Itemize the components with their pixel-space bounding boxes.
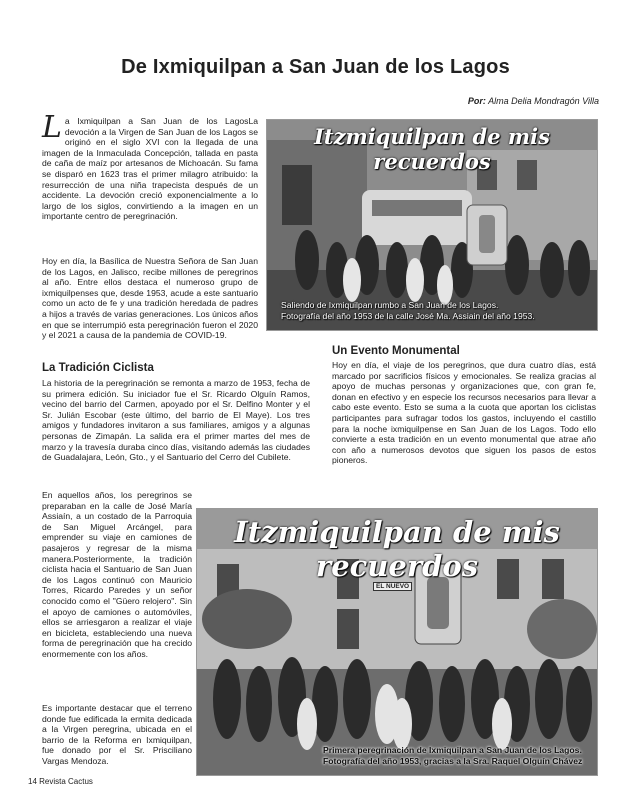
byline-prefix: Por: bbox=[467, 96, 486, 106]
photo-2-sign: EL NUEVO bbox=[373, 582, 412, 591]
photo-2-banner: Itzmiquilpan de mis recuerdos bbox=[234, 515, 560, 583]
photo-1-caption-line2: Fotografía del año 1953 de la calle José Ma. Assiain del año 1953. bbox=[281, 310, 535, 321]
photo-2-caption-line2: Fotografía del año 1953, gracias a la Sra. Raquel Olguín Chávez bbox=[323, 755, 583, 766]
section-heading-tradicion: La Tradición Ciclista bbox=[42, 362, 154, 374]
section-heading-evento: Un Evento Monumental bbox=[332, 345, 460, 357]
byline bbox=[468, 96, 599, 106]
photo-2 bbox=[196, 508, 598, 776]
byline-author: Alma Delia Mondragón Villa bbox=[488, 96, 599, 106]
tradicion-paragraph-3: Es importante destacar que el terreno donde fue edificada la ermita dedicada a la Virgen peregrina, ubicada en el barrio de la Reforma en Ixmiquilpan, fue donado por el Sr. Prisciliano Vargas Mendoza. bbox=[42, 703, 192, 766]
drop-cap: L bbox=[42, 110, 62, 145]
tradicion-paragraph-2: En aquellos años, los peregrinos se preparaban en la calle de José María Assiaín, a un costado de la Parroquia de San Miguel Arcángel, para emprender su viaje en camiones de pasajeros y regresar de la misma manera.Posteriormente, la tradición ciclista hacia el Santuario de San Juan de los Lagos continuó con Mauricio Torres, Ricardo Paredes y un señor conocido como el "Güero relojero". Sin el apoyo de camiones o automóviles, ellos se arriesgaron a realizar el viaje en bicicleta, estableciendo una nueva forma de peregrinación que ha crecido enormemente con los años. bbox=[42, 490, 192, 659]
photo-2-caption bbox=[323, 745, 589, 766]
page-title: De Ixmiquilpan a San Juan de los Lagos bbox=[121, 56, 510, 78]
photo-1 bbox=[266, 119, 598, 331]
photo-1-banner: Itzmiquilpan de mis recuerdos bbox=[314, 124, 550, 174]
intro-paragraph bbox=[42, 110, 258, 222]
page-footer: 14 Revista Cactus bbox=[28, 777, 93, 786]
intro-text: a Ixmiquilpan a San Juan de los LagosLa devoción a la Virgen de San Juan de los Lagos se originó en el siglo XVI con la llegada de una imagen de la Inmaculada Concepción, tallada en pasta de caña de maíz por artesanos de Michoacán. Su fama se disparó en 1623 tras el primer milagro atribuido: la resurrección de una niña trapecista después de un accidente. La devoción creció exponencialmente a lo largo de los siglos, convirtiendo a la imagen en un importante centro de peregrinación. bbox=[42, 116, 258, 222]
tradicion-paragraph-1: La historia de la peregrinación se remonta a marzo de 1953, fecha de su primera edición. Su iniciador fue el Sr. Ricardo Olguín Ramos, vecino del barrio del Carmen, apoyado por el Sr. Delfino Monter y el Sr. Julián Escobar (este último, del barrio de El Maye). Los tres amigos y fundadores invitaron a sus familiares, amigos y a algunas personas de Zimapán. La salida era el primer martes del mes de marzo y la travesía duraba cinco días, visitando además las ciudades de Guadalajara, León, Gto., y el Santuario del Cerro del Cubilete. bbox=[42, 378, 310, 463]
photo-2-caption-line1: Primera peregrinación de Ixmiquilpan a San Juan de los Lagos. bbox=[323, 745, 582, 755]
photo-1-caption-line1: Saliendo de Ixmiquilpan rumbo a San Juan de los Lagos. bbox=[281, 300, 499, 310]
evento-paragraph: Hoy en día, el viaje de los peregrinos, que dura cuatro días, está marcado por sacrificios físicos y emocionales. Se realiza gracias al apoyo de muchas personas y organizaciones que, con gran fe, donan en efectivo y en especie los recursos necesarios para llevar a cabo este evento. Esto se suma a la cuota que aportan los ciclistas participantes para sufragar todos los gastos, incluyendo el castillo para la noche ixmiquilpense en San Juan de los Lagos. Todo ello convierte a esta tradición en un evento monumental que atrae año con año a numerosos devotos que siguen los pasos de estos pioneros. bbox=[332, 360, 596, 466]
paragraph-2: Hoy en día, la Basílica de Nuestra Señora de San Juan de los Lagos, en Jalisco, recibe millones de peregrinos al año. Entre ellos destaca el numeroso grupo de ixmiquilpenses que, desde 1953, acude a este santuario como un acto de fe y una tradición heredada de padres a hijos a través de varias generaciones. Los únicos años en que se interrumpió esta peregrinación fueron el 2020 y el 2021 a causa de la pandemia de COVID-19. bbox=[42, 256, 258, 341]
photo-1-caption bbox=[281, 300, 589, 321]
